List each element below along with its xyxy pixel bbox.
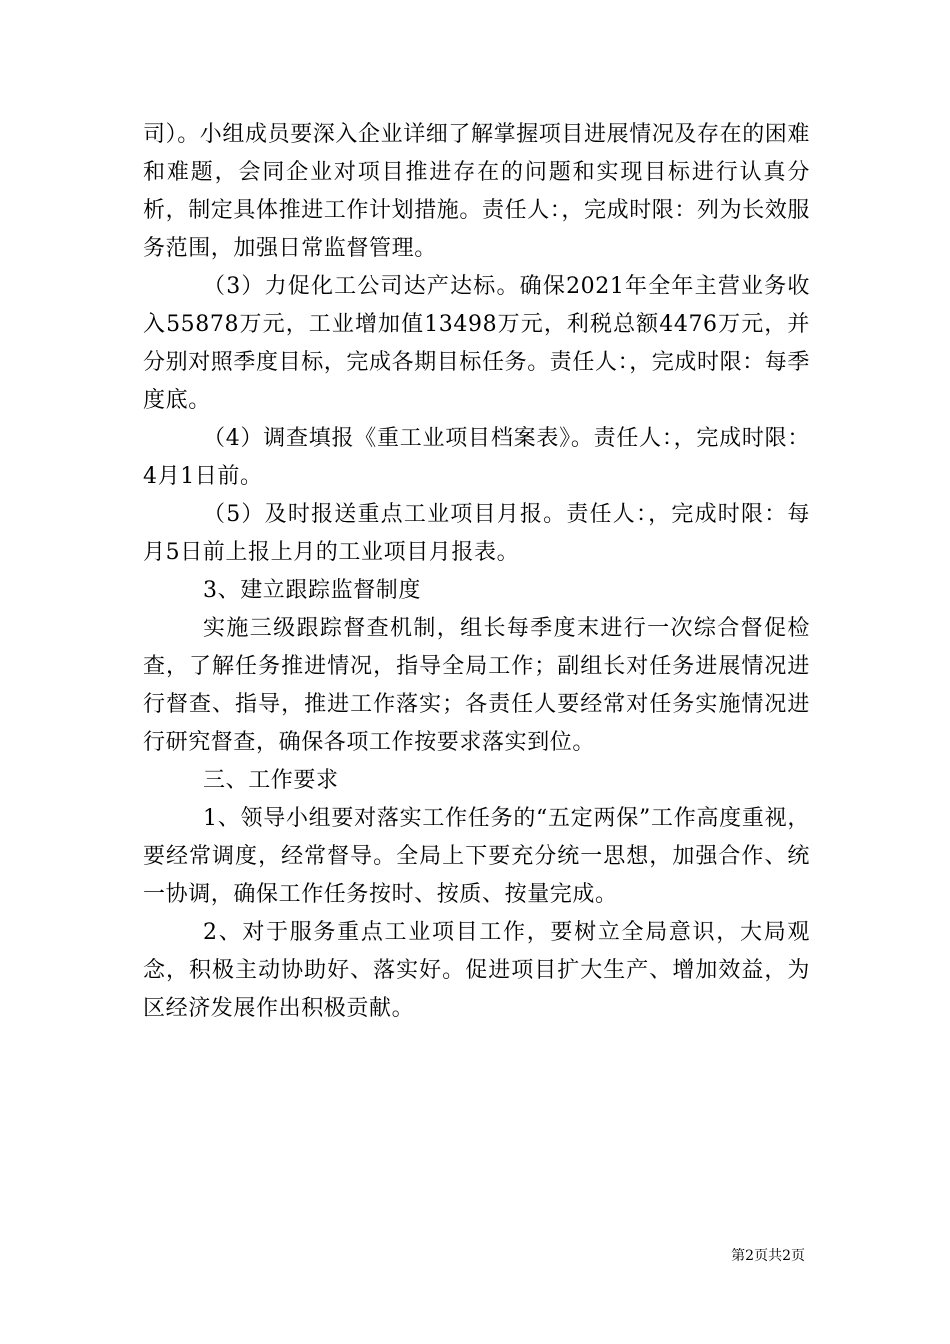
paragraph-item-3: （3）力促化工公司达产达标。确保2021年全年主营业务收入55878万元，工业增加值13498万元，利税总额4476万元，并分别对照季度目标，完成各期目标任务。责任人：，完成时限：每季度底。 [143, 274, 811, 413]
document-body [143, 116, 810, 1028]
paragraph-tracking: 实施三级跟踪督查机制，组长每季度末进行一次综合督促检查，了解任务推进情况，指导全局工作；副组长对任务进展情况进行督查、指导，推进工作落实；各责任人要经常对任务实施情况进行研究督查，确保各项工作按要求落实到位。 [143, 616, 810, 755]
paragraph-requirement-2: 2、对于服务重点工业项目工作，要树立全局意识，大局观念，积极主动协助好、落实好。促进项目扩大生产、增加效益，为区经济发展作出积极贡献。 [143, 920, 810, 1021]
paragraph-item-5: （5）及时报送重点工业项目月报。责任人：，完成时限：每月5日前上报上月的工业项目月报表。 [143, 502, 810, 565]
paragraph-item-4: （4）调查填报《重工业项目档案表》。责任人：，完成时限：4月1日前。 [143, 426, 810, 489]
page-number: 第2页共2页 [731, 1248, 805, 1264]
paragraph-continuation: 司）。小组成员要深入企业详细了解掌握项目进展情况及存在的困难和难题，会同企业对项目推进存在的问题和实现目标进行认真分析，制定具体推进工作计划措施。责任人：，完成时限：列为长效服务范围，加强日常监督管理。 [143, 122, 811, 261]
paragraph-requirement-1: 1、领导小组要对落实工作任务的“五定两保”工作高度重视，要经常调度，经常督导。全局上下要充分统一思想，加强合作、统一协调，确保工作任务按时、按质、按量完成。 [143, 806, 810, 907]
section-heading-tracking: 3、建立跟踪监督制度 [203, 578, 421, 603]
section-heading-requirements: 三、工作要求 [203, 768, 339, 793]
